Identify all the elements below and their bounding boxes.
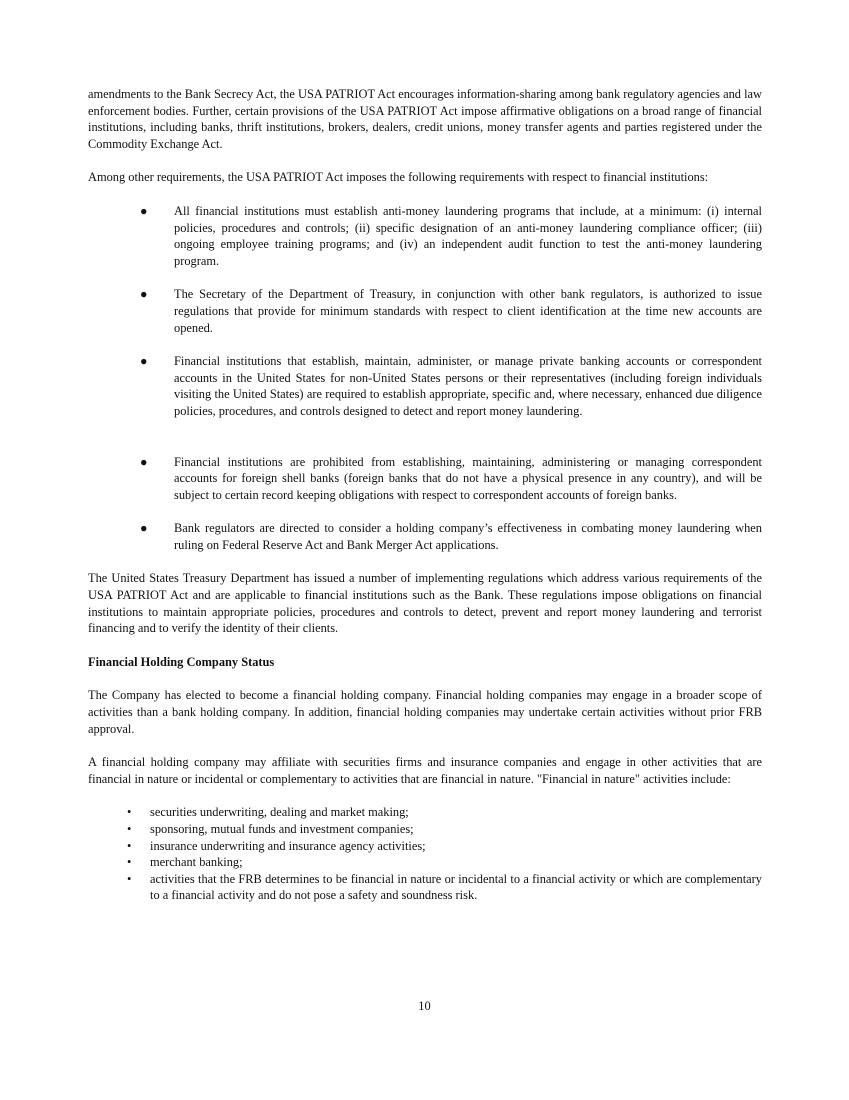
list-item: [88, 871, 762, 904]
bullet-icon: ●: [140, 521, 148, 536]
list-item-text: merchant banking;: [150, 855, 243, 870]
list-item-text: securities underwriting, dealing and market making;: [150, 805, 409, 820]
bullet-icon: ●: [140, 287, 148, 302]
bullet-icon: •: [127, 838, 132, 853]
list-item: [88, 821, 762, 838]
list-item: [88, 520, 762, 553]
list-item: [88, 286, 762, 336]
document-page: [88, 86, 762, 904]
list-item: [88, 353, 762, 419]
list-item-text: Financial institutions are prohibited from establishing, maintaining, administering or managing correspondent accounts for foreign shell banks (foreign banks that do not have a physical presence in any country), and will be subject to certain record keeping obligations with respect to correspondent accounts of foreign banks.: [174, 454, 762, 502]
bullet-icon: •: [127, 805, 132, 820]
bullet-icon: •: [127, 822, 132, 836]
bullet-icon: ●: [140, 354, 148, 369]
fhc-paragraph-2: A financial holding company may affiliate with securities firms and insurance companies and engage in other activities that are financial in nature or incidental or complementary to activities that are financial in nature. "Financial in nature" activities include:: [88, 755, 762, 786]
activities-list: [88, 804, 762, 904]
section-heading: Financial Holding Company Status: [88, 654, 275, 669]
requirements-list: [88, 203, 762, 554]
intro-paragraph-2: Among other requirements, the USA PATRIOT Act imposes the following requirements with respect to financial institutions:: [88, 170, 709, 185]
treasury-paragraph: The United States Treasury Department has issued a number of implementing regulations which address various requirements of the USA PATRIOT Act and are applicable to financial institutions such as the Bank. These regulations impose obligations on financial institutions to maintain appropriate policies, procedures and controls to detect, prevent and report money laundering and terrorist financing and to verify the identity of their clients.: [88, 571, 762, 636]
bullet-icon: •: [127, 855, 132, 870]
bullet-icon: ●: [140, 454, 148, 469]
list-item-text: activities that the FRB determines to be financial in nature or incidental to a financial activity or which are complementary to a financial activity and do not pose a safety and soundness risk.: [150, 871, 762, 903]
list-item: [88, 838, 762, 855]
list-item-text: sponsoring, mutual funds and investment companies;: [150, 822, 414, 836]
list-item: [88, 454, 762, 504]
list-item-text: insurance underwriting and insurance agency activities;: [150, 838, 426, 853]
list-item-text: The Secretary of the Department of Treasury, in conjunction with other bank regulators, is authorized to issue regulations that provide for minimum standards with respect to client identification at the time new accounts are opened.: [174, 287, 762, 335]
list-item: [88, 854, 762, 871]
fhc-paragraph-1: The Company has elected to become a financial holding company. Financial holding companies may engage in a broader scope of activities than a bank holding company. In addition, financial holding companies may undertake certain activities without prior FRB approval.: [88, 688, 762, 736]
bullet-icon: ●: [140, 203, 148, 218]
list-item: [88, 804, 762, 821]
list-item-text: All financial institutions must establish anti-money laundering programs that include, at a minimum: (i) internal policies, procedures and controls; (ii) specific designation of an anti-money laundering compliance officer; (iii) ongoing employee training programs; and (iv) an independent audit function to test the anti-money laundering program.: [174, 203, 762, 268]
bullet-icon: •: [127, 871, 132, 886]
list-item: [88, 203, 762, 269]
list-item-text: Financial institutions that establish, maintain, administer, or manage private banking accounts or correspondent accounts in the United States for non-United States persons or their representatives (including foreign individuals visiting the United States) are required to establish appropriate, specific and, where necessary, enhanced due diligence policies, procedures, and controls designed to detect and report money laundering.: [174, 354, 762, 418]
intro-paragraph-1: amendments to the Bank Secrecy Act, the USA PATRIOT Act encourages information-sharing among bank regulatory agencies and law enforcement bodies. Further, certain provisions of the USA PATRIOT Act impose affirmative obligations on a broad range of financial institutions, including banks, thrift institutions, brokers, dealers, credit unions, money transfer agents and parties registered under the Commodity Exchange Act.: [88, 87, 762, 151]
page-number: 10: [418, 999, 431, 1013]
list-item-text: Bank regulators are directed to consider a holding company’s effectiveness in combating money laundering when ruling on Federal Reserve Act and Bank Merger Act applications.: [174, 521, 762, 552]
